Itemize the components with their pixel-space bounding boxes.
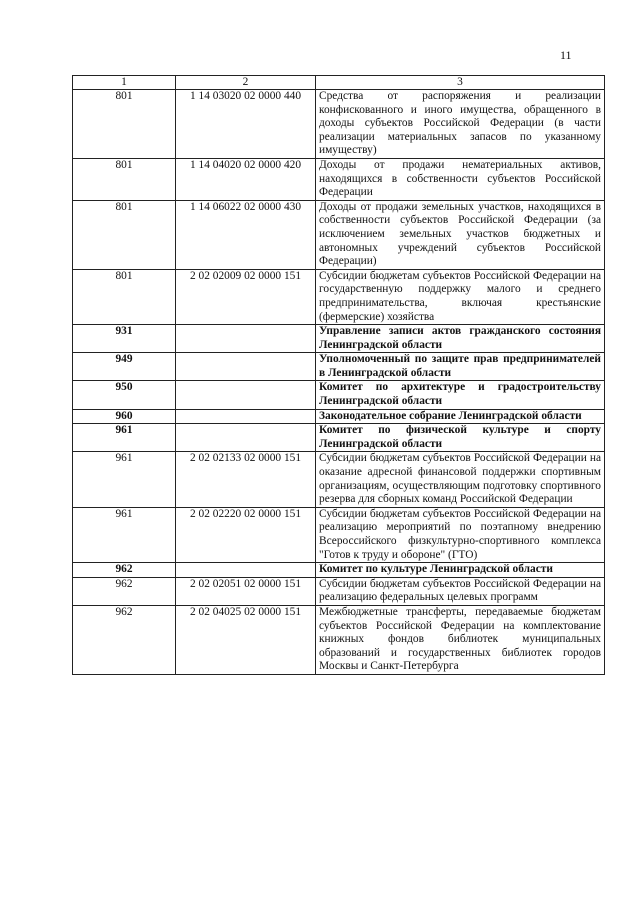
description-cell: Комитет по культуре Ленинградской области (316, 563, 605, 578)
description-cell: Доходы от продажи земельных участков, находящихся в собственности субъектов Российской Федерации (за исключением земельных участков бюджетных и автономных учреждений субъектов Российской Федерации) (316, 200, 605, 269)
revenue-code-cell (176, 353, 316, 381)
description-cell: Доходы от продажи нематериальных активов, находящихся в собственности субъектов Российской Федерации (316, 158, 605, 200)
revenue-code-cell (176, 381, 316, 409)
table-row (73, 269, 605, 324)
admin-code-cell: 801 (73, 200, 176, 269)
description-cell: Комитет по архитектуре и градостроительству Ленинградской области (316, 381, 605, 409)
admin-code-cell: 950 (73, 381, 176, 409)
admin-code-cell: 962 (73, 605, 176, 674)
table-row (73, 507, 605, 562)
header-col-1: 1 (73, 76, 176, 90)
table-row (73, 353, 605, 381)
revenue-code-cell (176, 325, 316, 353)
admin-code-cell: 960 (73, 409, 176, 424)
admin-code-cell: 962 (73, 563, 176, 578)
admin-code-cell: 962 (73, 577, 176, 605)
revenue-code-cell (176, 424, 316, 452)
table-row (73, 90, 605, 159)
table-row (73, 381, 605, 409)
admin-code-cell: 961 (73, 507, 176, 562)
table-row (73, 563, 605, 578)
description-cell: Межбюджетные трансферты, передаваемые бюджетам субъектов Российской Федерации на комплектование книжных фондов библиотек муниципальных образований и государственных библиотек городов Москвы и Санкт-Петербурга (316, 605, 605, 674)
admin-code-cell: 931 (73, 325, 176, 353)
admin-code-cell: 949 (73, 353, 176, 381)
revenue-code-cell: 2 02 02133 02 0000 151 (176, 452, 316, 507)
revenue-code-cell: 2 02 02051 02 0000 151 (176, 577, 316, 605)
revenue-code-cell: 1 14 06022 02 0000 430 (176, 200, 316, 269)
header-col-3: 3 (316, 76, 605, 90)
description-cell: Субсидии бюджетам субъектов Российской Федерации на реализацию федеральных целевых программ (316, 577, 605, 605)
table-body (73, 90, 605, 675)
table-row (73, 577, 605, 605)
table-row (73, 325, 605, 353)
page-number: 11 (560, 48, 572, 62)
description-cell: Уполномоченный по защите прав предпринимателей в Ленинградской области (316, 353, 605, 381)
description-cell: Субсидии бюджетам субъектов Российской Федерации на реализацию мероприятий по поэтапному внедрению Всероссийского физкультурно-спортивного комплекса "Готов к труду и обороне" (ГТО) (316, 507, 605, 562)
description-cell: Комитет по физической культуре и спорту Ленинградской области (316, 424, 605, 452)
admin-code-cell: 801 (73, 90, 176, 159)
revenue-code-cell: 2 02 04025 02 0000 151 (176, 605, 316, 674)
description-cell: Субсидии бюджетам субъектов Российской Федерации на государственную поддержку малого и среднего предпринимательства, включая крестьянские (фермерские) хозяйства (316, 269, 605, 324)
description-cell: Субсидии бюджетам субъектов Российской Федерации на оказание адресной финансовой поддержки спортивным организациям, осуществляющим подготовку спортивного резерва для сборных команд Российской Федерации (316, 452, 605, 507)
header-col-2: 2 (176, 76, 316, 90)
table-header-row (73, 76, 605, 90)
revenue-code-cell: 2 02 02009 02 0000 151 (176, 269, 316, 324)
admin-code-cell: 961 (73, 452, 176, 507)
description-cell: Законодательное собрание Ленинградской области (316, 409, 605, 424)
budget-codes-table (72, 75, 605, 675)
admin-code-cell: 801 (73, 269, 176, 324)
table-row (73, 424, 605, 452)
admin-code-cell: 801 (73, 158, 176, 200)
table-row (73, 200, 605, 269)
table-row (73, 605, 605, 674)
admin-code-cell: 961 (73, 424, 176, 452)
revenue-code-cell (176, 563, 316, 578)
description-cell: Управление записи актов гражданского состояния Ленинградской области (316, 325, 605, 353)
revenue-code-cell: 2 02 02220 02 0000 151 (176, 507, 316, 562)
table-row (73, 452, 605, 507)
table-row (73, 409, 605, 424)
description-cell: Средства от распоряжения и реализации конфискованного и иного имущества, обращенного в доходы субъектов Российской Федерации (в части реализации материальных запасов по указанному имуществу) (316, 90, 605, 159)
table-row (73, 158, 605, 200)
revenue-code-cell: 1 14 03020 02 0000 440 (176, 90, 316, 159)
revenue-code-cell: 1 14 04020 02 0000 420 (176, 158, 316, 200)
revenue-code-cell (176, 409, 316, 424)
